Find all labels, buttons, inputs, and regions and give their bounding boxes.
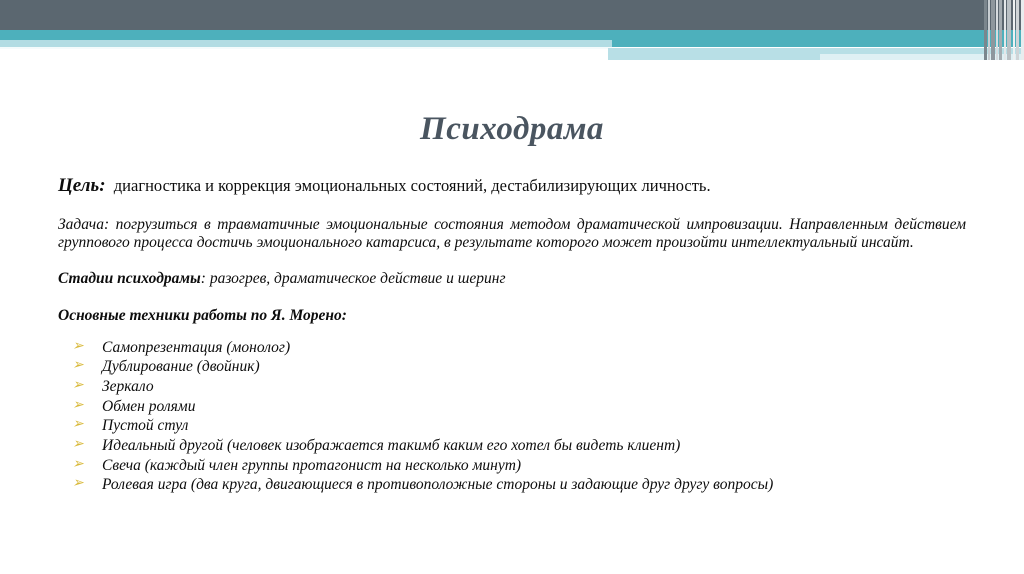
list-item bbox=[72, 416, 966, 436]
list-item bbox=[72, 377, 966, 397]
header-stripe bbox=[996, 0, 998, 60]
header-hairline bbox=[0, 47, 612, 49]
header-stripe bbox=[1007, 0, 1011, 60]
task-text: погрузиться в травматичные эмоциональные состояния методом драматической импровизации. Направленным действием группового процесса достичь эмоционального катарсиса, в результате которого может произойти интеллектуальный инсайт. bbox=[58, 216, 966, 251]
list-item-label: Дублирование (двойник) bbox=[102, 358, 260, 376]
list-item bbox=[72, 397, 966, 417]
goal-label: Цель bbox=[58, 175, 100, 196]
header-teal-band-right bbox=[608, 30, 1024, 47]
header-stripe bbox=[1016, 0, 1019, 60]
arrow-bullet-icon: ➢ bbox=[72, 397, 84, 413]
list-item-label: Самопрезентация (монолог) bbox=[102, 338, 291, 356]
header-stripe bbox=[999, 0, 1002, 60]
slide-body bbox=[0, 174, 1024, 495]
header-vertical-stripes bbox=[984, 0, 1024, 60]
header-stripe bbox=[1004, 0, 1006, 60]
list-item-label: Ролевая игра (два круга, двигающиеся в противоположные стороны и задающие друг другу вопросы) bbox=[102, 476, 774, 494]
stages-label: Стадии психодрамы bbox=[58, 270, 201, 288]
list-item-label: Свеча (каждый член группы протагонист на несколько минут) bbox=[102, 456, 522, 474]
header-teal-band-left bbox=[0, 30, 612, 40]
arrow-bullet-icon: ➢ bbox=[72, 437, 84, 453]
header-stripe bbox=[984, 0, 987, 60]
goal-paragraph bbox=[58, 174, 966, 198]
page-title: Психодрама bbox=[420, 111, 604, 147]
task-label: Задача: bbox=[58, 216, 110, 234]
goal-text: диагностика и коррекция эмоциональных состояний, дестабилизирующих личность. bbox=[113, 176, 711, 195]
arrow-bullet-icon: ➢ bbox=[72, 378, 84, 394]
stages-paragraph bbox=[58, 269, 966, 289]
header-stripe bbox=[991, 0, 995, 60]
list-item-label: Идеальный другой (человек изображается такимб каким его хотел бы видеть клиент) bbox=[102, 437, 681, 455]
arrow-bullet-icon: ➢ bbox=[72, 338, 84, 354]
stages-text: разогрев, драматическое действие и шеринг bbox=[209, 270, 506, 288]
arrow-bullet-icon: ➢ bbox=[72, 358, 84, 374]
stages-separator: : bbox=[200, 270, 206, 288]
task-paragraph bbox=[58, 216, 966, 251]
arrow-bullet-icon: ➢ bbox=[72, 417, 84, 433]
arrow-bullet-icon: ➢ bbox=[72, 476, 84, 492]
list-item-label: Обмен ролями bbox=[102, 397, 196, 415]
list-item-label: Зеркало bbox=[102, 378, 154, 396]
goal-separator: : bbox=[99, 175, 106, 196]
header-dark-band bbox=[0, 0, 1024, 30]
techniques-list bbox=[58, 338, 966, 495]
header-light-band-left bbox=[0, 40, 612, 47]
list-item-label: Пустой стул bbox=[102, 417, 189, 435]
techniques-heading: Основные техники работы по Я. Морено: bbox=[58, 306, 347, 324]
list-item bbox=[72, 338, 966, 358]
list-item bbox=[72, 357, 966, 377]
header-stripe bbox=[1013, 0, 1015, 60]
list-item bbox=[72, 475, 966, 495]
list-item bbox=[72, 436, 966, 456]
arrow-bullet-icon: ➢ bbox=[72, 456, 84, 472]
slide-header-decoration bbox=[0, 0, 1024, 60]
list-item bbox=[72, 456, 966, 476]
slide-content bbox=[0, 60, 1024, 574]
header-stripe bbox=[988, 0, 990, 60]
